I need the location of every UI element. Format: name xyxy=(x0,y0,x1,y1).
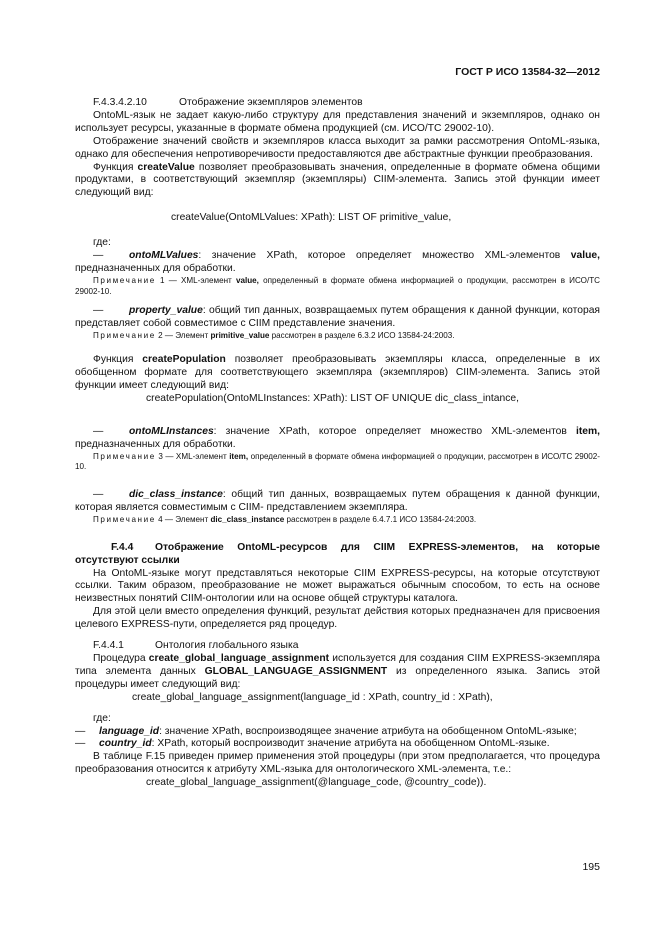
section-title: Отображение OntoML-ресурсов для CIIM EXPRESS-элементов, на которые отсутствуют ссылки xyxy=(75,541,600,566)
definition-item xyxy=(75,726,600,739)
formula: createValue(OntoMLValues: XPath): LIST OF primitive_value, xyxy=(171,212,452,224)
definition-item xyxy=(75,738,600,751)
paragraph: Для этой цели вместо определения функций, результат действия которых предназначен для присвоения целевого EXPRESS-пути, определяется ряд процедур. xyxy=(75,606,600,631)
text-run: : общий тип данных, возвращаемых путем обращения к данной функции, которая является совместимым с CIIM- представлением экземпляра. xyxy=(75,489,600,514)
text-run: используется для создания CIIM EXPRESS-экземпляра типа элемента данных xyxy=(75,652,600,677)
note-label: Примечание xyxy=(93,275,156,285)
subsection-number: F.4.4.1 xyxy=(93,640,124,652)
page-content xyxy=(75,97,600,790)
note-label: Примечание xyxy=(93,331,156,341)
paragraph xyxy=(75,354,600,393)
text-run: рассмотрен в разделе 6.4.7.1 ИСО 13584-24:2003. xyxy=(284,514,477,524)
subsection-title: Онтология глобального языка xyxy=(155,640,299,652)
paragraph: OntoML-язык не задает какую-либо структуру для представления значений и экземпляров, однако он использует ресурсы, указанные в формате обмена продукцией (см. ИСО/ТС 29002-10). xyxy=(75,109,600,134)
text-run: предназначенных для обработки. xyxy=(75,262,236,274)
where-label: где: xyxy=(93,237,111,249)
dash: — xyxy=(93,425,104,437)
text-run: : значение XPath, которое определяет множество XML-элементов xyxy=(213,425,576,437)
text-run: Функция xyxy=(93,161,138,173)
function-name: createValue xyxy=(137,161,195,173)
term: property_value xyxy=(129,305,203,317)
text-run: : XPath, который воспроизводит значение атрибута на обобщенном OntoML-языке. xyxy=(151,738,550,750)
paragraph: На OntoML-языке могут представляться некоторые CIIM EXPRESS-ресурсы, на которые отсутствуют ссылки. Таким образом, преобразование не может выражаться обычным способом, то есть на основе неизвестных понятий CIIM-онтологии или на основе общей структуры каталога. xyxy=(75,567,600,605)
text-run: : значение XPath, которое определяет множество XML-элементов xyxy=(198,250,571,262)
procedure-name: create_global_language_assignment xyxy=(148,652,330,664)
definition-item xyxy=(75,250,600,276)
note xyxy=(75,276,600,298)
text-run: 4 — Элемент xyxy=(155,514,211,524)
note xyxy=(75,452,600,474)
standard-header: ГОСТ Р ИСО 13584-32—2012 xyxy=(455,66,600,78)
term-bold: item, xyxy=(229,451,249,461)
paragraph xyxy=(75,162,600,201)
subsection-heading xyxy=(75,97,600,110)
paragraph xyxy=(75,653,600,692)
text-run: 3 — XML-элемент xyxy=(155,451,230,461)
function-name: createPopulation xyxy=(142,354,226,366)
definition-item xyxy=(75,489,600,515)
where-label: где: xyxy=(93,712,111,724)
text-run: из определенного языка. Запись этой процедуры имеет следующий вид: xyxy=(75,665,600,690)
term: language_id xyxy=(99,725,160,737)
note-label: Примечание xyxy=(93,451,156,461)
text-run: определенный в формате обмена информацией о продукции, рассмотрен в ИСО/ТС 29002-10. xyxy=(75,451,600,472)
text-run: : значение XPath, воспроизводящее значение атрибута на обобщенном OntoML-языке; xyxy=(159,725,577,737)
term: dic_class_instance xyxy=(129,489,223,501)
entity-name: GLOBAL_LANGUAGE_ASSIGNMENT xyxy=(204,665,388,677)
subsection-heading xyxy=(75,640,600,653)
term-bold: item, xyxy=(575,425,600,437)
term: ontoMLValues xyxy=(129,250,199,262)
text-run: : общий тип данных, возвращаемых путем обращения к данной функции, которая представляет собой совместимое с CIIM представление значения. xyxy=(75,305,600,330)
term: country_id xyxy=(99,738,152,750)
term: ontoMLInstances xyxy=(129,425,214,437)
definition-item xyxy=(75,305,600,331)
dash: — xyxy=(93,305,104,317)
paragraph: Отображение значений свойств и экземпляров класса выходит за рамки рассмотрения OntoML-языка, однако для обеспечения непротиворечивости предоставляются две абстрактные функции преобразования. xyxy=(75,135,600,160)
term-bold: dic_class_instance xyxy=(210,514,285,524)
formula: create_global_language_assignment(@language_code, @country_code)). xyxy=(146,777,487,789)
formula: createPopulation(OntoMLInstances: XPath): LIST OF UNIQUE dic_class_intance, xyxy=(146,392,519,404)
dash: — xyxy=(93,489,104,501)
text-run: определенный в формате обмена информацией о продукции, рассмотрен в ИСО/ТС 29002-10. xyxy=(75,275,600,296)
text-run: предназначенных для обработки. xyxy=(75,438,236,450)
section-number: F.4.4 xyxy=(111,541,134,553)
subsection-title: Отображение экземпляров элементов xyxy=(179,97,363,108)
text-run: 2 — Элемент xyxy=(155,331,211,341)
term-bold: primitive_value xyxy=(210,331,270,341)
text-run: позволяет преобразовывать значения, определенные в формате обмена общими продуктами, в соответствующий экземпляр (экземпляры) CIIM-элемента. Запись этой функции имеет следующий вид: xyxy=(75,161,600,199)
term-bold: value, xyxy=(235,275,259,285)
text-run: позволяет преобразовывать экземпляры класса, определенные в их обобщенном формате для соответствующего экземпляра (экземпляров) CIIM-элемента. Запись этой функции имеет следующий вид: xyxy=(75,354,600,391)
paragraph: В таблице F.15 приведен пример применения этой процедуры (при этом предполагается, что процедура преобразования относится к атрибуту XML-языка для онтологического XML-элемента, т.е.: xyxy=(75,751,600,776)
dash: — xyxy=(75,725,86,737)
text-run: рассмотрен в разделе 6.3.2 ИСО 13584-24:2003. xyxy=(269,331,455,341)
note-label: Примечание xyxy=(93,514,156,524)
text-run: Функция xyxy=(93,354,143,366)
definition-item xyxy=(75,426,600,452)
text-run: Процедура xyxy=(93,652,149,664)
dash: — xyxy=(93,250,104,262)
text-run: 1 — XML-элемент xyxy=(155,275,236,285)
note xyxy=(75,331,600,342)
term-bold: value, xyxy=(570,250,600,262)
dash: — xyxy=(75,738,86,750)
page-number: 195 xyxy=(582,861,600,873)
subsection-number: F.4.3.4.2.10 xyxy=(93,97,147,108)
section-heading xyxy=(75,542,600,568)
formula: create_global_language_assignment(language_id : XPath, country_id : XPath), xyxy=(132,691,493,703)
note xyxy=(75,515,600,526)
